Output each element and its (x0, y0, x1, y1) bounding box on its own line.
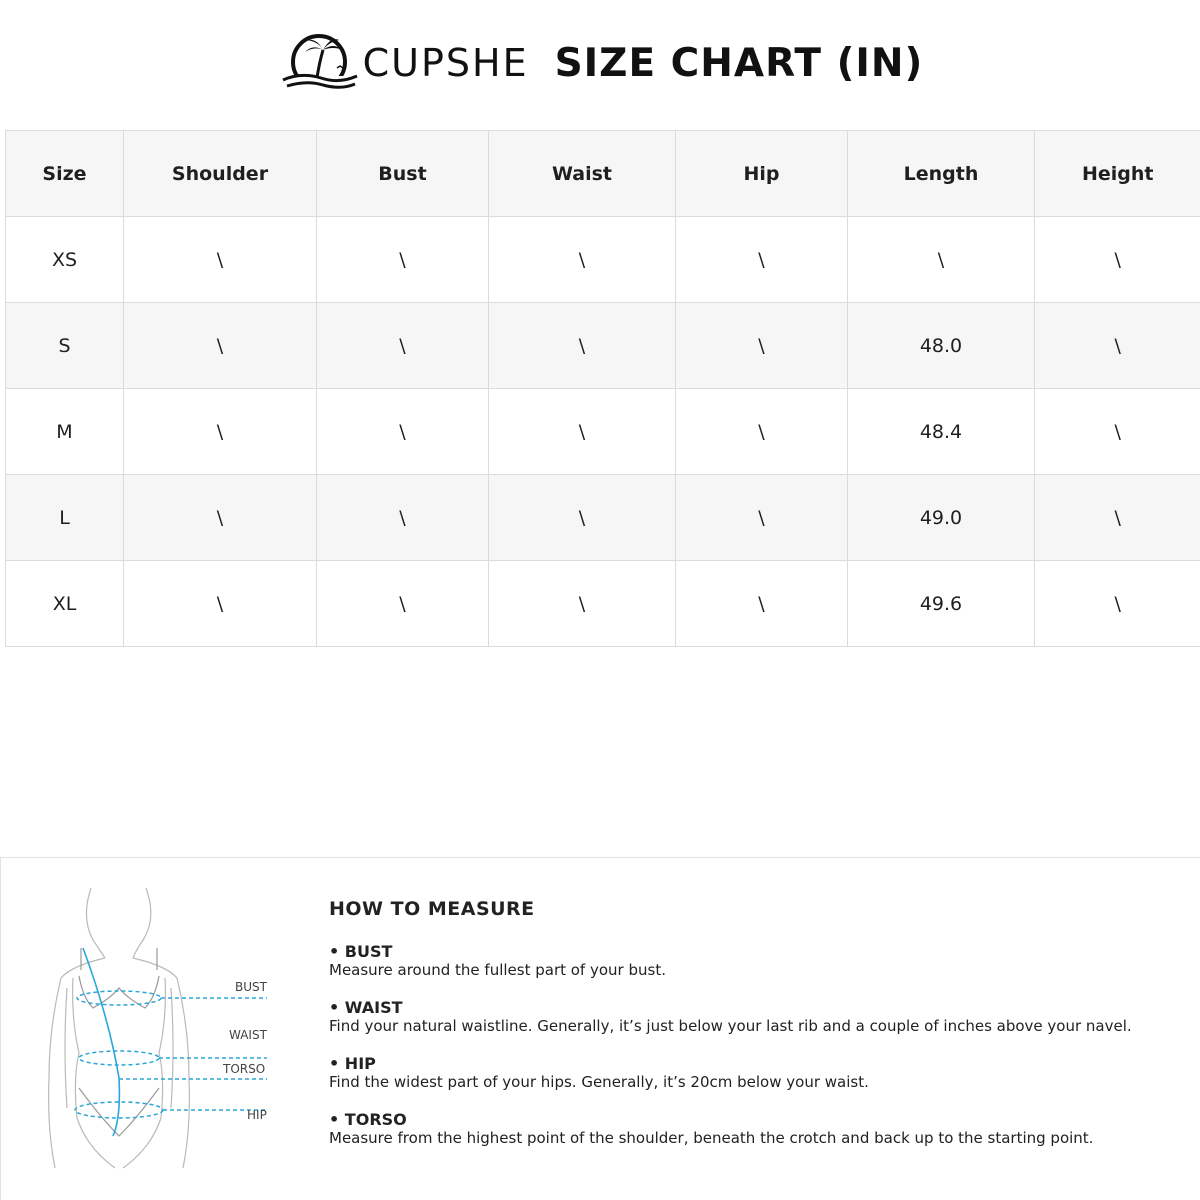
brand-name: CUPSHE (362, 41, 529, 85)
figure-label-waist: WAIST (229, 1028, 267, 1042)
table-cell: \ (1035, 389, 1200, 475)
table-cell: \ (676, 389, 848, 475)
table-cell: \ (1035, 217, 1200, 303)
table-cell: \ (124, 389, 317, 475)
table-cell: XL (6, 561, 124, 647)
table-cell: \ (848, 217, 1035, 303)
measure-description: Measure around the fullest part of your bust. (329, 961, 666, 979)
measure-description: Find your natural waistline. Generally, it’s just below your last rib and a couple of inches above your navel. (329, 1017, 1132, 1035)
measure-name: • TORSO (329, 1110, 407, 1129)
figure-label-bust: BUST (235, 980, 267, 994)
table-cell: \ (676, 217, 848, 303)
table-cell: \ (676, 475, 848, 561)
table-cell: M (6, 389, 124, 475)
table-cell: \ (489, 475, 676, 561)
table-row (6, 561, 1200, 647)
column-header: Bust (317, 131, 489, 217)
table-cell: \ (124, 217, 317, 303)
palm-tree-icon (277, 32, 361, 94)
table-row (6, 389, 1200, 475)
page-header (0, 28, 1200, 98)
measure-name: • BUST (329, 942, 393, 961)
table-cell: \ (124, 475, 317, 561)
list-item (329, 998, 1189, 1036)
body-measurement-figure (21, 878, 281, 1188)
column-header: Height (1035, 131, 1200, 217)
table-cell: \ (1035, 303, 1200, 389)
page-title: SIZE CHART (IN) (554, 40, 924, 86)
figure-label-hip: HIP (247, 1108, 267, 1122)
table-cell: 49.6 (848, 561, 1035, 647)
table-cell: 48.4 (848, 389, 1035, 475)
table-cell: \ (317, 389, 489, 475)
table-row (6, 303, 1200, 389)
figure-label-torso: TORSO (223, 1062, 266, 1076)
table-cell: \ (676, 561, 848, 647)
table-cell: \ (489, 561, 676, 647)
table-cell: \ (317, 475, 489, 561)
table-header-row (6, 131, 1200, 217)
list-item (329, 942, 1189, 980)
table-cell: \ (489, 303, 676, 389)
table-cell: \ (1035, 475, 1200, 561)
how-to-measure-section (0, 857, 1200, 1200)
cupshe-logo (277, 32, 529, 94)
table-cell: \ (317, 303, 489, 389)
list-item (329, 1054, 1189, 1092)
table-cell: \ (317, 217, 489, 303)
table-row (6, 475, 1200, 561)
size-chart-table (5, 130, 1200, 647)
table-cell: \ (124, 303, 317, 389)
table-cell: 48.0 (848, 303, 1035, 389)
table-cell: \ (489, 389, 676, 475)
column-header: Hip (676, 131, 848, 217)
column-header: Waist (489, 131, 676, 217)
measure-description: Measure from the highest point of the shoulder, beneath the crotch and back up to the starting point. (329, 1129, 1094, 1147)
measure-name: • WAIST (329, 998, 403, 1017)
column-header: Size (6, 131, 124, 217)
table-cell: \ (124, 561, 317, 647)
measure-description: Find the widest part of your hips. Generally, it’s 20cm below your waist. (329, 1073, 869, 1091)
table-cell: S (6, 303, 124, 389)
table-cell: \ (317, 561, 489, 647)
measure-instructions (329, 898, 1189, 1166)
table-cell: L (6, 475, 124, 561)
table-cell: \ (489, 217, 676, 303)
table-cell: 49.0 (848, 475, 1035, 561)
table-cell: \ (676, 303, 848, 389)
table-cell: XS (6, 217, 124, 303)
column-header: Shoulder (124, 131, 317, 217)
table-cell: \ (1035, 561, 1200, 647)
measure-name: • HIP (329, 1054, 376, 1073)
list-item (329, 1110, 1189, 1148)
section-heading: HOW TO MEASURE (329, 898, 535, 920)
column-header: Length (848, 131, 1035, 217)
table-row (6, 217, 1200, 303)
